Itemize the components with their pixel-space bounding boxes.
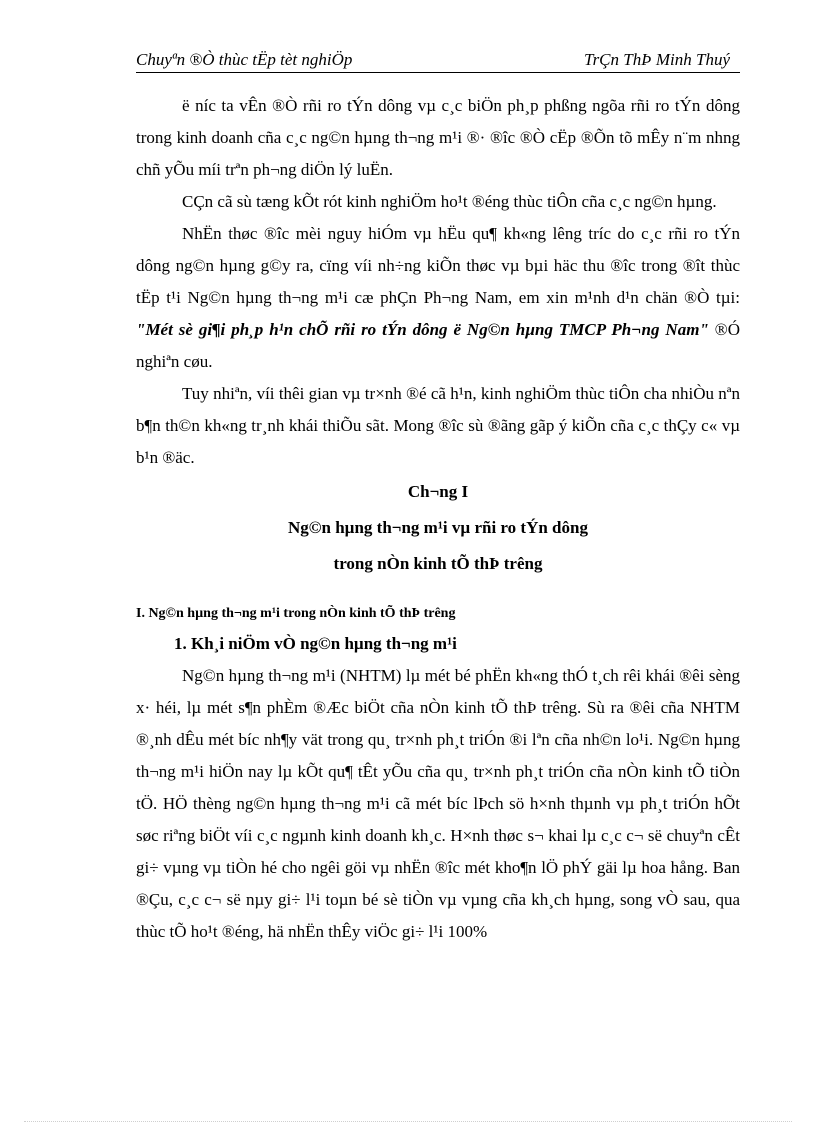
page-header xyxy=(136,48,740,73)
chapter-heading xyxy=(136,474,740,582)
document-body xyxy=(136,90,740,948)
paragraph-intro-1: ë níc ta vÊn ®Ò rñi ro tÝn dông vµ c¸c biÖn ph¸p phßng ngõa rñi ro tÝn dông trong kinh doanh cña c¸c ng©n hµng th¬ng m¹i ®· ®îc ®Ò cËp ®Õn tõ mÊy n¨m nhng chñ yÕu míi trªn ph¬ng diÖn lý luËn. xyxy=(136,96,740,179)
page-bottom-divider xyxy=(24,1121,792,1122)
chapter-title-line-2: trong nÒn kinh tÕ thÞ trêng xyxy=(333,554,543,573)
paragraph-topic xyxy=(136,218,740,378)
paragraph-topic-lead: NhËn thøc ®îc mèi nguy hiÓm vµ hËu qu¶ kh«ng lêng tríc do c¸c rñi ro tÝn dông ng©n hµng g©y ra, cïng víi nh÷ng kiÕn thøc vµ bµi häc thu ®îc trong ®ît thùc tËp t¹i Ng©n hµng th¬ng m¹i cæ phÇn Ph¬ng Nam, em xin m¹nh d¹n chän ®Ò tµi: xyxy=(136,224,740,307)
section-heading: I. Ng©n hµng th¬ng m¹i trong nÒn kinh tÕ thÞ trêng xyxy=(136,606,456,621)
subsection-heading: 1. Kh¸i niÖm vÒ ng©n hµng th¬ng m¹i xyxy=(174,634,457,653)
thesis-title: "Mét sè gi¶i ph¸p h¹n chÕ rñi ro tÝn dông ë Ng©n hµng TMCP Ph¬ng Nam" xyxy=(136,320,709,339)
paragraph-closing: Tuy nhiªn, víi thêi gian vµ tr×nh ®é cã h¹n, kinh nghiÖm thùc tiÔn cha nhiÒu nªn b¶n th©n kh«ng tr¸nh khái thiÕu sãt. Mong ®îc sù ®ãng gãp ý kiÕn cña c¸c thÇy c« vµ b¹n ®äc. xyxy=(136,384,740,467)
paragraph-intro-2: CÇn cã sù tæng kÕt rót kinh nghiÖm ho¹t ®éng thùc tiÔn cña c¸c ng©n hµng. xyxy=(182,192,717,211)
header-document-type: Chuyªn ®Ò thùc tËp tèt nghiÖp xyxy=(136,50,353,69)
paragraph-topic-tail: ®Ó nghiªn cøu. xyxy=(136,320,740,371)
header-author: TrÇn ThÞ Minh Thuý xyxy=(584,50,730,69)
chapter-number: Ch¬ng I xyxy=(407,482,469,501)
chapter-title-line-1: Ng©n hµng th¬ng m¹i vµ rñi ro tÝn dông xyxy=(288,518,588,537)
paragraph-definition: Ng©n hµng th¬ng m¹i (NHTM) lµ mét bé phËn kh«ng thÓ t¸ch rêi khái ®êi sèng x· héi, lµ mét s¶n phÈm ®Æc biÖt cña nÒn kinh tÕ thÞ trêng. Sù ra ®êi cña NHTM ®¸nh dÊu mét bíc nh¶y vät trong qu¸ tr×nh ph¸t triÓn ®i lªn cña nh©n lo¹i. Ng©n hµng th¬ng m¹i hiÖn nay lµ kÕt qu¶ tÊt yÕu cña qu¸ tr×nh ph¸t triÓn cña nÒn kinh tÕ tiÒn tÖ. HÖ thèng ng©n hµng th¬ng m¹i cã mét bíc lÞch sö h×nh thµnh vµ ph¸t triÓn hÕt søc riªng biÖt víi c¸c ngµnh kinh doanh kh¸c. H×nh thøc s¬ khai lµ c¸c c¬ së chuyªn cÊt gi÷ vµng vµ tiÒn hé cho ngêi göi vµ nhËn ®îc mét kho¶n lÖ phÝ gäi lµ hoa hång. Ban ®Çu, c¸c c¬ së nµy gi÷ l¹i toµn bé sè tiÒn vµ vµng cña kh¸ch hµng, song vÒ sau, qua thùc tÕ ho¹t ®éng, hä nhËn thÊy viÖc gi÷ l¹i 100% xyxy=(136,666,740,941)
